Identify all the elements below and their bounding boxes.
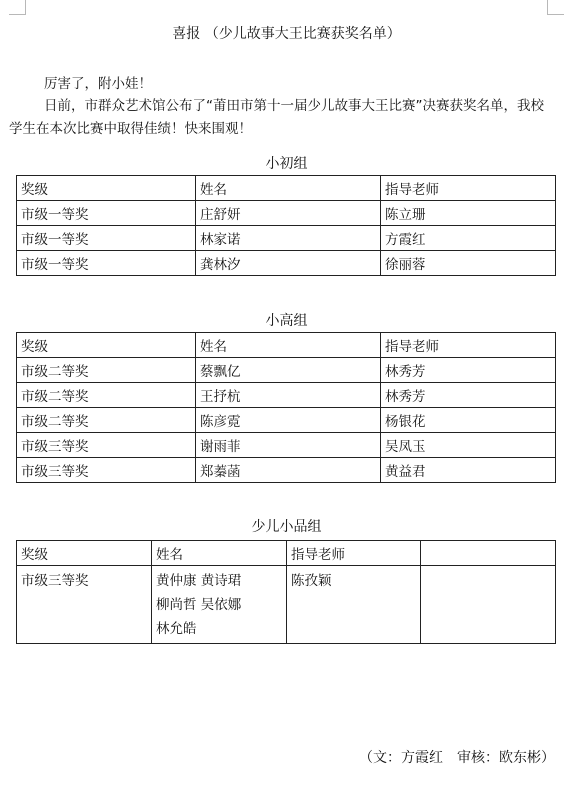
cell-teacher: 陈孜颖	[287, 566, 421, 644]
cell-name: 陈彦霓	[196, 408, 381, 433]
cell-name: 龚林汐	[196, 251, 381, 276]
cell-award: 市级一等奖	[17, 226, 196, 251]
table-header-row	[17, 176, 556, 201]
group-caption-junior: 小初组	[265, 156, 308, 172]
cell-teacher: 杨银花	[381, 408, 556, 433]
table-header-row	[17, 333, 556, 358]
cell-name: 谢雨菲	[196, 433, 381, 458]
cell-name: 王抒杭	[196, 383, 381, 408]
cell-award: 市级二等奖	[17, 383, 196, 408]
table-row	[17, 458, 556, 483]
footer-credit: （文：方霞红 审核：欧东彬）	[359, 750, 555, 766]
header-name: 姓名	[196, 333, 381, 358]
header-teacher: 指导老师	[287, 541, 421, 566]
table-row	[17, 383, 556, 408]
cell-name: 林家诺	[196, 226, 381, 251]
group-caption-skit: 少儿小品组	[251, 519, 322, 535]
cell-award: 市级三等奖	[17, 566, 152, 644]
cell-award: 市级三等奖	[17, 458, 196, 483]
cell-award: 市级一等奖	[17, 201, 196, 226]
cell-extra	[421, 566, 556, 644]
table-row	[17, 566, 556, 644]
cell-name: 郑蓁菡	[196, 458, 381, 483]
header-award: 奖级	[17, 176, 196, 201]
names-line: 黄仲康 黄诗珺	[156, 573, 242, 589]
award-table-senior	[16, 332, 556, 483]
cell-teacher: 方霞红	[381, 226, 556, 251]
page-corner-mark-left	[9, 0, 26, 15]
intro-line-1: 厉害了，附小娃！	[44, 76, 152, 92]
cell-teacher: 徐丽蓉	[381, 251, 556, 276]
table-row	[17, 433, 556, 458]
table-header-row	[17, 541, 556, 566]
cell-teacher: 黄益君	[381, 458, 556, 483]
names-line: 柳尚哲 吴依娜	[156, 597, 242, 613]
document-title: 喜报 （少儿故事大王比赛获奖名单）	[172, 26, 401, 42]
header-teacher: 指导老师	[381, 333, 556, 358]
intro-line-3: 学生在本次比赛中取得佳绩！快来围观！	[9, 121, 252, 137]
cell-award: 市级一等奖	[17, 251, 196, 276]
cell-name: 蔡飘亿	[196, 358, 381, 383]
cell-names	[152, 566, 287, 644]
cell-teacher: 林秀芳	[381, 358, 556, 383]
cell-teacher: 吴凤玉	[381, 433, 556, 458]
cell-award: 市级三等奖	[17, 433, 196, 458]
award-table-skit	[16, 540, 556, 644]
table-row	[17, 358, 556, 383]
header-teacher: 指导老师	[381, 176, 556, 201]
cell-name: 庄舒妍	[196, 201, 381, 226]
table-row	[17, 201, 556, 226]
award-table-junior	[16, 175, 556, 276]
header-name: 姓名	[196, 176, 381, 201]
header-award: 奖级	[17, 541, 152, 566]
table-row	[17, 408, 556, 433]
names-line: 林允皓	[156, 621, 197, 637]
header-empty	[421, 541, 556, 566]
cell-award: 市级二等奖	[17, 408, 196, 433]
header-award: 奖级	[17, 333, 196, 358]
page-corner-mark-right	[547, 0, 564, 15]
table-row	[17, 226, 556, 251]
header-name: 姓名	[152, 541, 287, 566]
cell-award: 市级二等奖	[17, 358, 196, 383]
group-caption-senior: 小高组	[265, 313, 308, 329]
table-row	[17, 251, 556, 276]
cell-teacher: 林秀芳	[381, 383, 556, 408]
intro-line-2: 日前，市群众艺术馆公布了“莆田市第十一届少儿故事大王比赛”决赛获奖名单，我校	[44, 98, 544, 114]
cell-teacher: 陈立珊	[381, 201, 556, 226]
